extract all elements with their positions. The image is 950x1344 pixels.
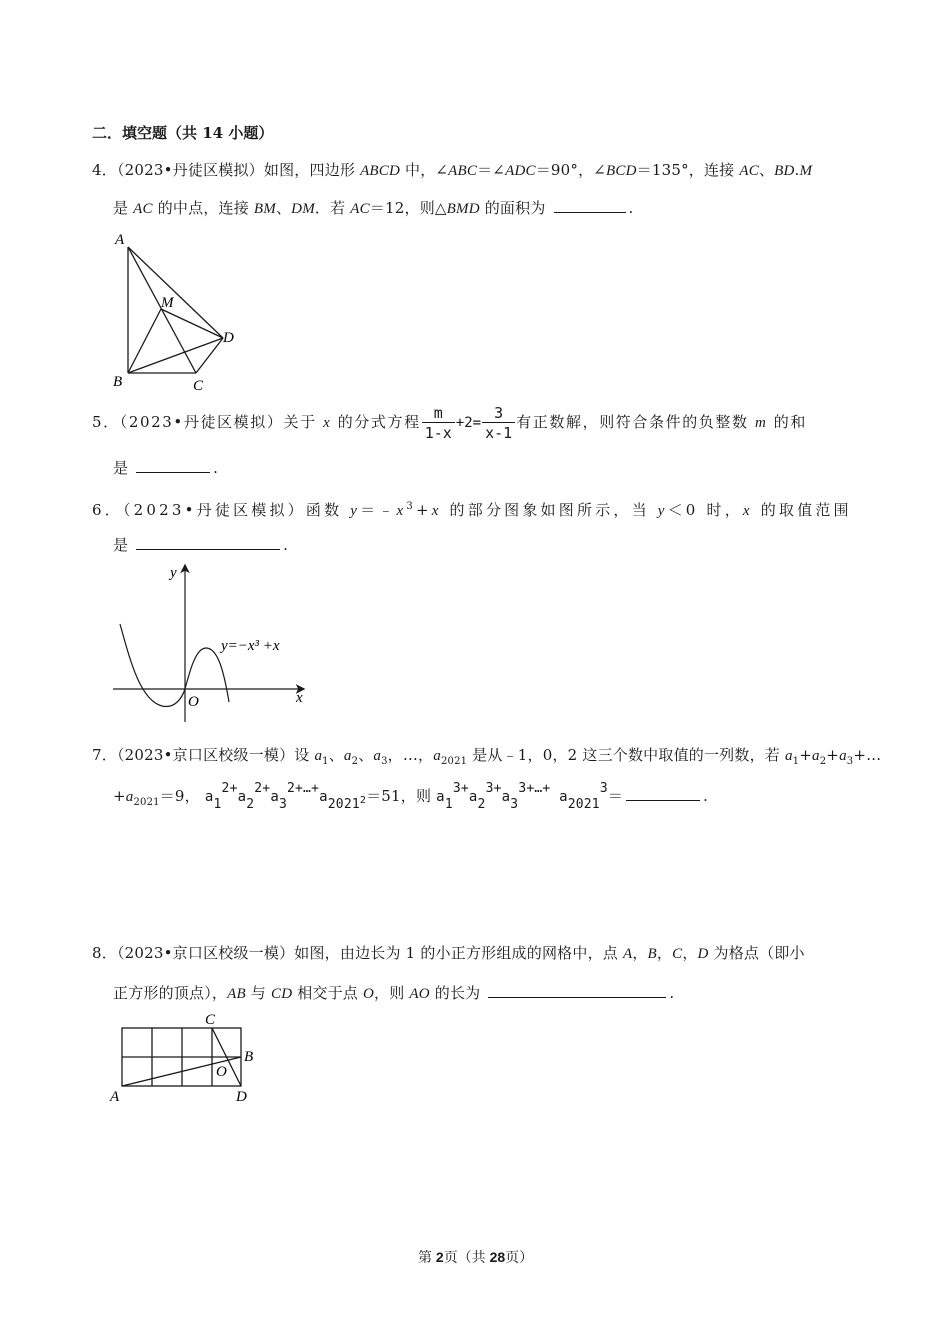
text: 第 — [418, 1249, 436, 1265]
text: . — [703, 787, 709, 805]
current-page: 2 — [435, 1249, 444, 1265]
subscript: 3 — [381, 756, 388, 767]
text: ＝90°，∠ — [535, 161, 607, 179]
question-number: 8． — [92, 944, 117, 962]
text: + — [262, 781, 271, 796]
text: 、 — [758, 161, 775, 179]
var: a — [314, 748, 323, 764]
var: DM — [291, 201, 315, 217]
question-source: （2023•丹徒区模拟） — [122, 501, 306, 519]
question-4-figure — [100, 225, 250, 400]
var: a — [270, 789, 279, 805]
text: 如图，四边形 — [263, 161, 361, 179]
text: ＝135°，连接 — [636, 161, 740, 179]
text: ， — [632, 944, 648, 962]
question-6-line-2 — [113, 535, 288, 555]
text: ， — [682, 944, 698, 962]
answer-blank[interactable] — [554, 198, 626, 213]
question-source: （2023•丹徒区模拟） — [116, 161, 264, 179]
var: O — [362, 986, 375, 1002]
var: a — [839, 748, 847, 764]
fraction-m-over-1-minus-x — [422, 404, 455, 443]
exponent: 3 — [599, 781, 608, 796]
var: D — [697, 946, 709, 962]
origin-label: O — [188, 694, 199, 710]
text: 是 — [113, 536, 129, 554]
label-m: M — [161, 295, 174, 311]
text: . — [669, 984, 675, 1002]
text: + — [415, 501, 432, 519]
label-b: B — [113, 374, 123, 390]
page-footer — [418, 1247, 533, 1267]
question-7-line-2 — [113, 781, 709, 813]
text: 相交于点 — [292, 984, 363, 1002]
fraction-3-over-x-minus-1 — [482, 404, 515, 443]
text: 正方形的顶点）， — [113, 984, 228, 1002]
text: ＝51，则 — [366, 787, 432, 805]
text: ， — [656, 944, 673, 962]
label-d: D — [236, 1089, 247, 1105]
subscript: 2 — [477, 797, 486, 812]
exponent: 2 — [254, 781, 263, 796]
subscript: 2 — [351, 756, 359, 767]
text: + — [229, 781, 238, 796]
question-7-line-1 — [92, 745, 881, 772]
text: 是 — [113, 199, 134, 217]
text: . — [283, 536, 289, 554]
text: 有正数解，则符合条件的负整数 — [516, 413, 755, 431]
text: 关于 — [283, 413, 324, 431]
label-d: D — [223, 330, 234, 346]
question-5-line-2 — [113, 458, 218, 478]
question-5-line-1 — [92, 402, 807, 443]
text: 的长为 — [429, 984, 481, 1002]
text: 与 — [245, 984, 271, 1002]
question-4-line-1 — [92, 160, 812, 181]
var: AC — [739, 163, 759, 179]
question-number: 4． — [92, 161, 117, 179]
text: 的中点，连接 — [152, 199, 254, 217]
var: x — [396, 503, 407, 519]
subscript: 2021 — [327, 797, 360, 812]
var: ADC — [505, 163, 536, 179]
var: a — [204, 789, 214, 805]
curve-label: y=−x³ +x — [221, 638, 280, 654]
var: a — [436, 789, 445, 805]
text: 设 — [294, 746, 315, 764]
text: +…+ — [526, 781, 551, 796]
var: BM — [253, 201, 276, 217]
question-6-line-1 — [92, 497, 852, 521]
exponent: 2 — [287, 781, 296, 796]
text: ＜0 时， — [667, 501, 743, 519]
var: a — [319, 789, 328, 805]
text: . — [628, 199, 634, 217]
text: 的部分图象如图所示，当 — [441, 501, 658, 519]
text: ＝﹣ — [360, 501, 397, 519]
text: 页） — [505, 1249, 534, 1265]
var: y — [350, 503, 361, 519]
text: 、 — [358, 746, 374, 764]
subscript: 1 — [322, 756, 329, 767]
subscript: 3 — [510, 797, 519, 812]
text: 如图，由边长为 1 的小正方形组成的网格中，点 — [294, 944, 623, 962]
text: 的和 — [767, 413, 807, 431]
subscript: 3 — [846, 756, 854, 767]
text: 的面积为 — [479, 199, 546, 217]
label-a: A — [115, 232, 125, 248]
cubic-curve — [120, 624, 229, 707]
var: ABCD — [360, 163, 401, 179]
question-number: 5． — [92, 413, 120, 431]
question-6-graph — [100, 555, 320, 725]
var: AC — [350, 201, 370, 217]
subscript: 1 — [792, 756, 800, 767]
text: +…+ — [295, 781, 320, 796]
subscript: 2 — [819, 756, 827, 767]
var: A — [622, 946, 633, 962]
text: +… — [853, 746, 882, 764]
subscript: 2 — [246, 797, 255, 812]
var: x — [431, 503, 442, 519]
answer-blank[interactable] — [136, 458, 210, 473]
var: a — [125, 789, 134, 805]
total-pages: 28 — [489, 1249, 506, 1265]
text: + — [113, 787, 126, 805]
var: a — [433, 748, 441, 764]
text: 、 — [328, 746, 344, 764]
y-axis-label: y — [170, 565, 177, 581]
label-b: B — [244, 1049, 254, 1065]
text: ＝12，则△ — [369, 199, 447, 217]
var: x — [742, 503, 753, 519]
var: a — [343, 748, 352, 764]
var: ABC — [448, 163, 478, 179]
text: 是从﹣1，0，2 这三个数中取值的一列数，若 — [467, 746, 785, 764]
text: 中，∠ — [400, 161, 449, 179]
var: a — [559, 789, 568, 805]
question-number: 7． — [92, 746, 117, 764]
exponent: 3 — [452, 781, 461, 796]
subscript: 1 — [444, 797, 453, 812]
var: B — [647, 946, 657, 962]
numerator: 3 — [482, 404, 515, 423]
var: AO — [409, 986, 430, 1002]
text: ＝9， — [159, 787, 200, 805]
text: 是 — [113, 459, 129, 477]
text: ，…， — [387, 746, 434, 764]
question-source: （2023•京口区校级一模） — [116, 944, 295, 962]
text: 页（共 — [443, 1249, 490, 1265]
question-8-grid-figure — [105, 1005, 275, 1105]
label-a: A — [110, 1089, 120, 1105]
answer-blank[interactable] — [626, 786, 700, 801]
subscript: 2021 — [440, 756, 468, 767]
question-4-line-2 — [113, 198, 633, 219]
question-source: （2023•丹徒区模拟） — [119, 413, 284, 431]
var: C — [672, 946, 683, 962]
sum-of-cubes — [436, 781, 608, 812]
var: a — [468, 789, 478, 805]
text: + — [460, 781, 469, 796]
var: M — [799, 163, 813, 179]
text: +2= — [455, 415, 482, 431]
label-c: C — [193, 378, 204, 394]
exponent: 2 — [359, 795, 367, 806]
var: BD — [774, 163, 795, 179]
answer-blank[interactable] — [136, 535, 280, 550]
denominator: 1-x — [424, 423, 452, 442]
text: ，则 — [374, 984, 410, 1002]
var: BMD — [446, 201, 480, 217]
text: ＝ — [607, 787, 624, 805]
text: 函数 — [305, 501, 351, 519]
question-source: （2023•京口区校级一模） — [116, 746, 295, 764]
text: + — [493, 781, 502, 796]
subscript: 2021 — [133, 797, 160, 808]
var: a — [237, 789, 247, 805]
text: 的取值范围 — [752, 501, 852, 519]
subscript: 2021 — [567, 797, 600, 812]
var: BCD — [606, 163, 637, 179]
denominator: x-1 — [485, 423, 513, 442]
exponent: 3 — [518, 781, 527, 796]
text: 为格点（即小 — [708, 944, 805, 962]
var: a — [784, 748, 793, 764]
var: a — [812, 748, 820, 764]
var: a — [501, 789, 511, 805]
section-title: 二．填空题（共 14 小题） — [92, 124, 274, 142]
text: ＝∠ — [477, 161, 506, 179]
exponent: 2 — [221, 781, 230, 796]
x-axis-label: x — [296, 690, 303, 706]
text: ．若 — [314, 199, 351, 217]
var: AB — [227, 986, 246, 1002]
var: a — [373, 748, 382, 764]
exponent: 3 — [485, 781, 494, 796]
text: . — [794, 161, 800, 179]
text: . — [213, 459, 219, 477]
question-number: 6． — [92, 501, 123, 519]
var: y — [657, 503, 668, 519]
sum-of-squares — [204, 781, 367, 812]
subscript: 1 — [213, 797, 222, 812]
var: AC — [133, 201, 153, 217]
var: m — [754, 415, 768, 431]
answer-blank[interactable] — [488, 983, 666, 998]
question-8-line-1 — [92, 943, 805, 964]
question-8-line-2 — [113, 983, 674, 1004]
label-o: O — [216, 1064, 227, 1080]
var: x — [323, 415, 332, 431]
label-c: C — [205, 1012, 216, 1028]
numerator: m — [422, 404, 455, 423]
text: + — [799, 746, 813, 764]
text: 、 — [275, 199, 292, 217]
text: 的分式方程 — [331, 413, 421, 431]
text: + — [826, 746, 840, 764]
subscript: 3 — [278, 797, 287, 812]
var: CD — [270, 986, 293, 1002]
exponent: 3 — [406, 501, 416, 512]
